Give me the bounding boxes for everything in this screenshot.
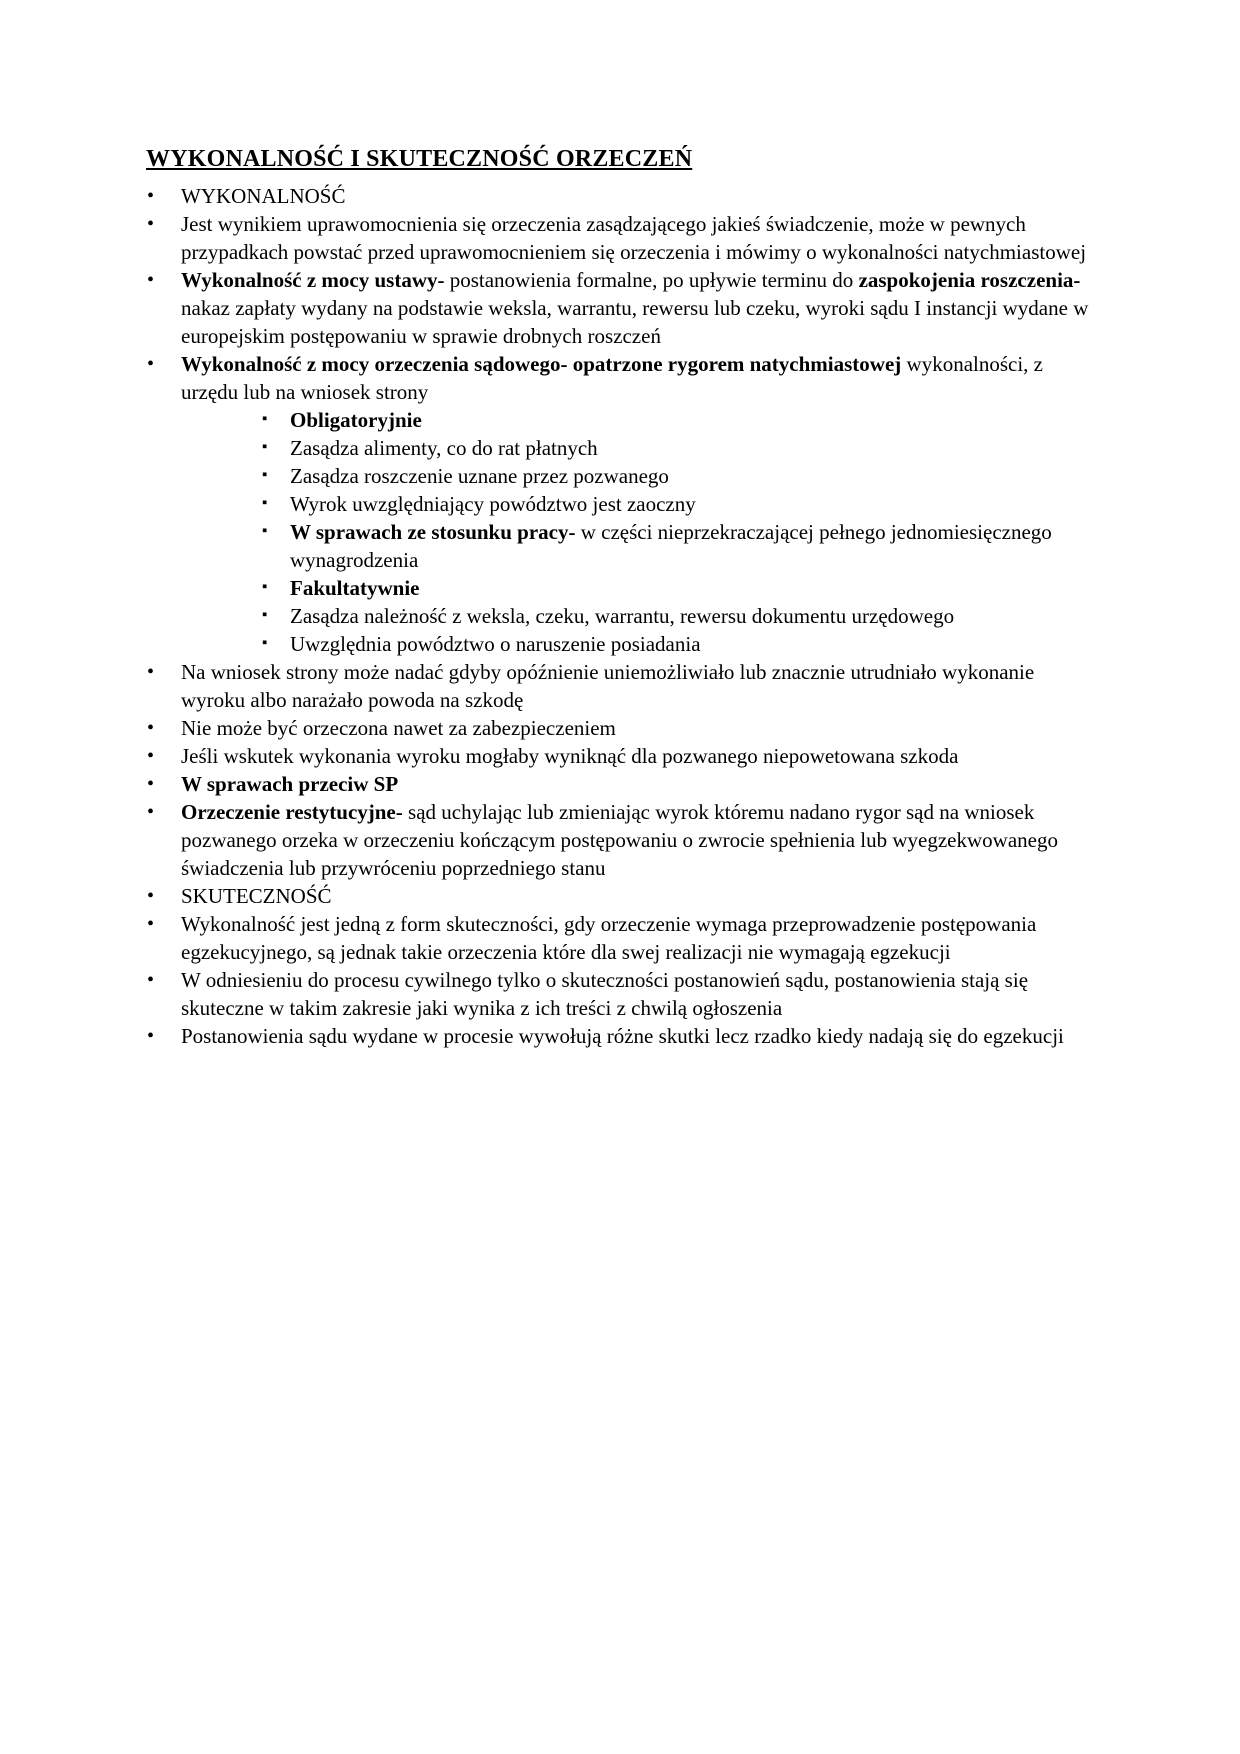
disc-bullet-icon: •: [147, 773, 155, 795]
text-segment: Jeśli wskutek wykonania wyroku mogłaby wyniknąć dla pozwanego niepowetowana szkoda: [181, 744, 959, 768]
text-segment: Orzeczenie restytucyjne-: [181, 800, 403, 824]
text-segment: Wyrok uwzględniający powództwo jest zaoczny: [290, 492, 696, 516]
list-item: [146, 182, 1090, 210]
text-segment: Postanowienia sądu wydane w procesie wywołują różne skutki lecz rzadko kiedy nadają się do egzekucji: [181, 1024, 1064, 1048]
text-segment: nakaz zapłaty wydany na podstawie weksla, warrantu, rewersu lub czeku, wyroki sądu I instancji wydane w europejskim postępowaniu w sprawie drobnych roszczeń: [181, 296, 1089, 348]
text-segment: Zasądza należność z weksla, czeku, warrantu, rewersu dokumentu urzędowego: [290, 604, 955, 628]
text-segment: sąd uchylając lub zmieniając wyrok któremu nadano rygor sąd na wniosek pozwanego orzeka w orzeczeniu kończącym postępowaniu o zwrocie spełnienia lub wyegzekwowanego świadczenia lub przywróceniu poprzedniego stanu: [181, 800, 1058, 880]
disc-bullet-icon: •: [147, 1025, 155, 1047]
text-segment: Na wniosek strony może nadać gdyby opóźnienie uniemożliwiało lub znacznie utrudniało wykonanie wyroku albo narażało powoda na szkodę: [181, 660, 1035, 712]
disc-bullet-icon: •: [147, 661, 155, 683]
disc-bullet-icon: •: [147, 885, 155, 907]
list-item: [146, 406, 1090, 434]
text-segment: W odniesieniu do procesu cywilnego tylko o skuteczności postanowień sądu, postanowienia stają się skuteczne w takim zakresie jaki wynika z ich treści z chwilą ogłoszenia: [181, 968, 1029, 1020]
disc-bullet-icon: •: [147, 745, 155, 767]
text-segment: Wykonalność z mocy orzeczenia sądowego- opatrzone rygorem natychmiastowej: [181, 352, 902, 376]
list-item: [146, 630, 1090, 658]
list-item: [146, 798, 1090, 882]
text-segment: W sprawach przeciw SP: [181, 772, 399, 796]
document-content: [146, 146, 1090, 1050]
list-item: [146, 910, 1090, 966]
text-segment: Nie może być orzeczona nawet za zabezpieczeniem: [181, 716, 616, 740]
list-item: [146, 518, 1090, 574]
text-segment: WYKONALNOŚĆ: [181, 184, 346, 208]
disc-bullet-icon: •: [147, 353, 155, 375]
list-item: [146, 462, 1090, 490]
square-bullet-icon: ▪: [262, 439, 268, 455]
disc-bullet-icon: •: [147, 913, 155, 935]
text-segment: Jest wynikiem uprawomocnienia się orzeczenia zasądzającego jakieś świadczenie, może w pewnych przypadkach powstać przed uprawomocnieniem się orzeczenia i mówimy o wykonalności natychmiastowej: [181, 212, 1087, 264]
disc-bullet-icon: •: [147, 269, 155, 291]
square-bullet-icon: ▪: [262, 495, 268, 511]
square-bullet-icon: ▪: [262, 467, 268, 483]
list-item: [146, 266, 1090, 350]
list-item: [146, 966, 1090, 1022]
list-item: [146, 350, 1090, 406]
text-segment: Wykonalność z mocy ustawy-: [181, 268, 445, 292]
page-title: WYKONALNOŚĆ I SKUTECZNOŚĆ ORZECZEŃ: [146, 146, 693, 172]
text-segment: postanowienia formalne, po upływie terminu do: [444, 268, 859, 292]
list-item: [146, 602, 1090, 630]
square-bullet-icon: ▪: [262, 607, 268, 623]
list-item: [146, 770, 1090, 798]
text-segment: W sprawach ze stosunku pracy-: [290, 520, 576, 544]
text-segment: w części nieprzekraczającej pełnego jednomiesięcznego wynagrodzenia: [290, 520, 1052, 572]
list-item: [146, 714, 1090, 742]
list-item: [146, 742, 1090, 770]
square-bullet-icon: ▪: [262, 411, 268, 427]
text-segment: Zasądza alimenty, co do rat płatnych: [290, 436, 598, 460]
text-segment: Obligatoryjnie: [290, 408, 422, 432]
text-segment: Fakultatywnie: [290, 576, 420, 600]
list-item: [146, 490, 1090, 518]
text-segment: SKUTECZNOŚĆ: [181, 884, 332, 908]
list-item: [146, 434, 1090, 462]
list-item: [146, 210, 1090, 266]
text-segment: Zasądza roszczenie uznane przez pozwanego: [290, 464, 669, 488]
disc-bullet-icon: •: [147, 717, 155, 739]
square-bullet-icon: ▪: [262, 635, 268, 651]
list-item: [146, 1022, 1090, 1050]
disc-bullet-icon: •: [147, 801, 155, 823]
square-bullet-icon: ▪: [262, 523, 268, 539]
list-item: [146, 882, 1090, 910]
disc-bullet-icon: •: [147, 969, 155, 991]
square-bullet-icon: ▪: [262, 579, 268, 595]
list-item: [146, 574, 1090, 602]
disc-bullet-icon: •: [147, 185, 155, 207]
text-segment: Wykonalność jest jedną z form skuteczności, gdy orzeczenie wymaga przeprowadzenie postępowania egzekucyjnego, są jednak takie orzeczenia które dla swej realizacji nie wymagają egzekucji: [181, 912, 1037, 964]
list-item: [146, 658, 1090, 714]
text-segment: wykonalności, z urzędu lub na wniosek strony: [181, 352, 1044, 404]
text-segment: zaspokojenia roszczenia-: [858, 268, 1081, 292]
text-segment: Uwzględnia powództwo o naruszenie posiadania: [290, 632, 701, 656]
bullet-list: [146, 182, 1090, 1050]
disc-bullet-icon: •: [147, 213, 155, 235]
